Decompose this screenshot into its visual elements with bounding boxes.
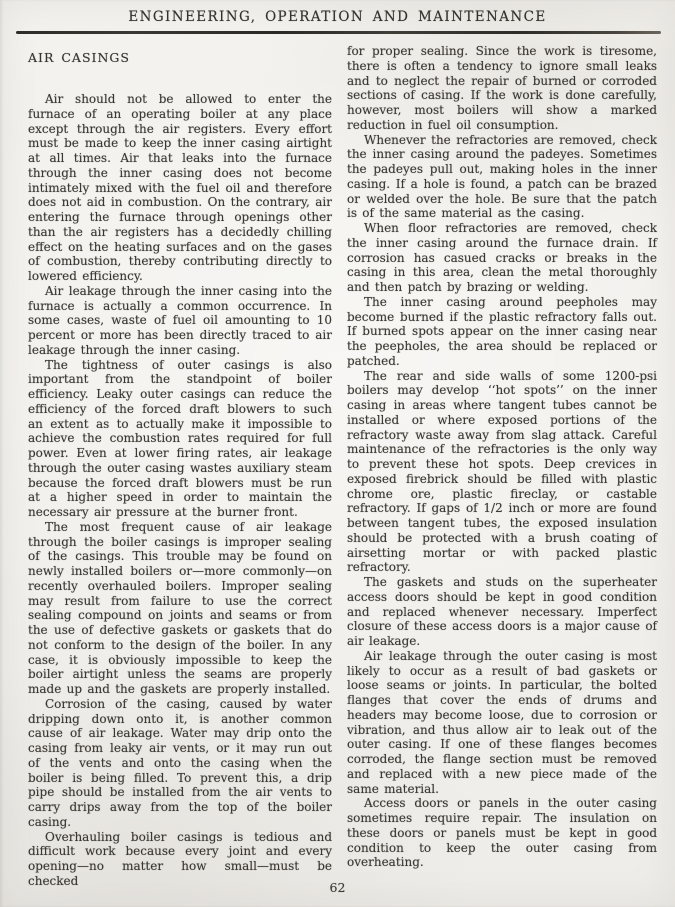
paragraph: Air leakage through the outer casing is most likely to occur as a result of bad gaskets or loose seams or joints. In particular, the bolted flanges that cover the ends of drums and headers may become loose, due to corrosion or vibration, and thus allow air to leak out of the outer casing. If one of these flanges becomes corroded, the flange section must be removed and replaced with a new piece made of the same material. [347, 648, 657, 796]
paragraph: Overhauling boiler casings is tedious and difficult work because every joint and every opening—no matter how small—must be checked [28, 829, 332, 888]
page-header-title: ENGINEERING, OPERATION AND MAINTENANCE [128, 9, 547, 25]
section-heading: AIR CASINGS [28, 50, 130, 65]
paragraph: Air leakage through the inner casing into the furnace is actually a common occurrence. In some cases, waste of fuel oil amounting to 10 percent or more has been directly traced to air leakage through the inner casing. [28, 283, 332, 357]
paragraph-continuation: for proper sealing. Since the work is tiresome, there is often a tendency to ignore small leaks and to neglect the repair of burned or corroded sections of casing. If the work is done carefully, however, most boilers will show a marked reduction in fuel oil consumption. [347, 44, 657, 132]
paragraph: The gaskets and studs on the superheater access doors should be kept in good condition and replaced whenever necessary. Imperfect closure of these access doors is a major cause of air leakage. [347, 575, 657, 648]
paragraph: The most frequent cause of air leakage through the boiler casings is improper sealing of the casings. This trouble may be found on newly installed boilers or—more commonly—on recently overhauled boilers. Improper sealing may result from failure to use the correct sealing compound on joints and seams or from the use of defective gaskets or gaskets that do not conform to the design of the boiler. In any case, it is obviously impossible to keep the boiler airtight unless the seams are properly made up and the gaskets are properly installed. [28, 519, 332, 696]
paragraph: Whenever the refractories are removed, check the inner casing around the padeyes. Sometimes the padeyes pull out, making holes in the inner casing. If a hole is found, a patch can be brazed or welded over the hole. Be sure that the patch is of the same material as the casing. [347, 132, 657, 221]
paragraph: When floor refractories are removed, check the inner casing around the furnace drain. If corrosion has casued cracks or breaks in the casing in this area, clean the metal thoroughly and then patch by brazing or welding. [347, 221, 657, 294]
paragraph: The rear and side walls of some 1200-psi boilers may develop ‘‘hot spots’’ on the inner casing in areas where tangent tubes cannot be installed or where exposed portions of the refractory waste away from slag attack. Careful maintenance of the refractories is the only way to prevent these hot spots. Deep crevices in exposed firebrick should be filled with plastic chrome ore, plastic fireclay, or castable refractory. If gaps of 1/2 inch or more are found between tangent tubes, the exposed insulation should be protected with a brush coating of airsetting mortar or with packed plastic refractory. [347, 368, 657, 575]
paragraph: Corrosion of the casing, caused by water dripping down onto it, is another common cause of air leakage. Water may drip onto the casing from leaky air vents, or it may run out of the vents and onto the casing when the boiler is being filled. To prevent this, a drip pipe should be installed from the air vents to carry drips away from the top of the boiler casing. [28, 696, 332, 829]
paragraph: The tightness of outer casings is also important from the standpoint of boiler efficiency. Leaky outer casings can reduce the efficiency of the forced draft blowers to such an extent as to actually make it impossible to achieve the combustion rates required for full power. Even at lower firing rates, air leakage through the outer casing wastes auxiliary steam because the forced draft blowers must be run at a higher speed in order to maintain the necessary air pressure at the burner front. [28, 357, 332, 519]
right-column [347, 44, 657, 889]
page-number: 62 [329, 880, 346, 895]
paragraph: Air should not be allowed to enter the furnace of an operating boiler at any place except through the air registers. Every effort must be made to keep the inner casing airtight at all times. Air that leaks into the furnace through the inner casing does not become intimately mixed with the fuel oil and therefore does not aid in combustion. On the contrary, air entering the furnace through openings other than the air registers has a decidedly chilling effect on the heating surfaces and on the gases of combustion, thereby contributing directly to lowered efficiency. [28, 92, 332, 283]
left-column [28, 44, 332, 889]
paragraph: Access doors or panels in the outer casing sometimes require repair. The insulation on these doors or panels must be kept in good condition to keep the outer casing from overheating. [347, 796, 657, 870]
header-rule [16, 31, 661, 34]
two-column-layout [28, 44, 657, 889]
paragraph: The inner casing around peepholes may become burned if the plastic refractory falls out. If burned spots appear on the inner casing near the peepholes, the area should be replaced or patched. [347, 294, 657, 368]
